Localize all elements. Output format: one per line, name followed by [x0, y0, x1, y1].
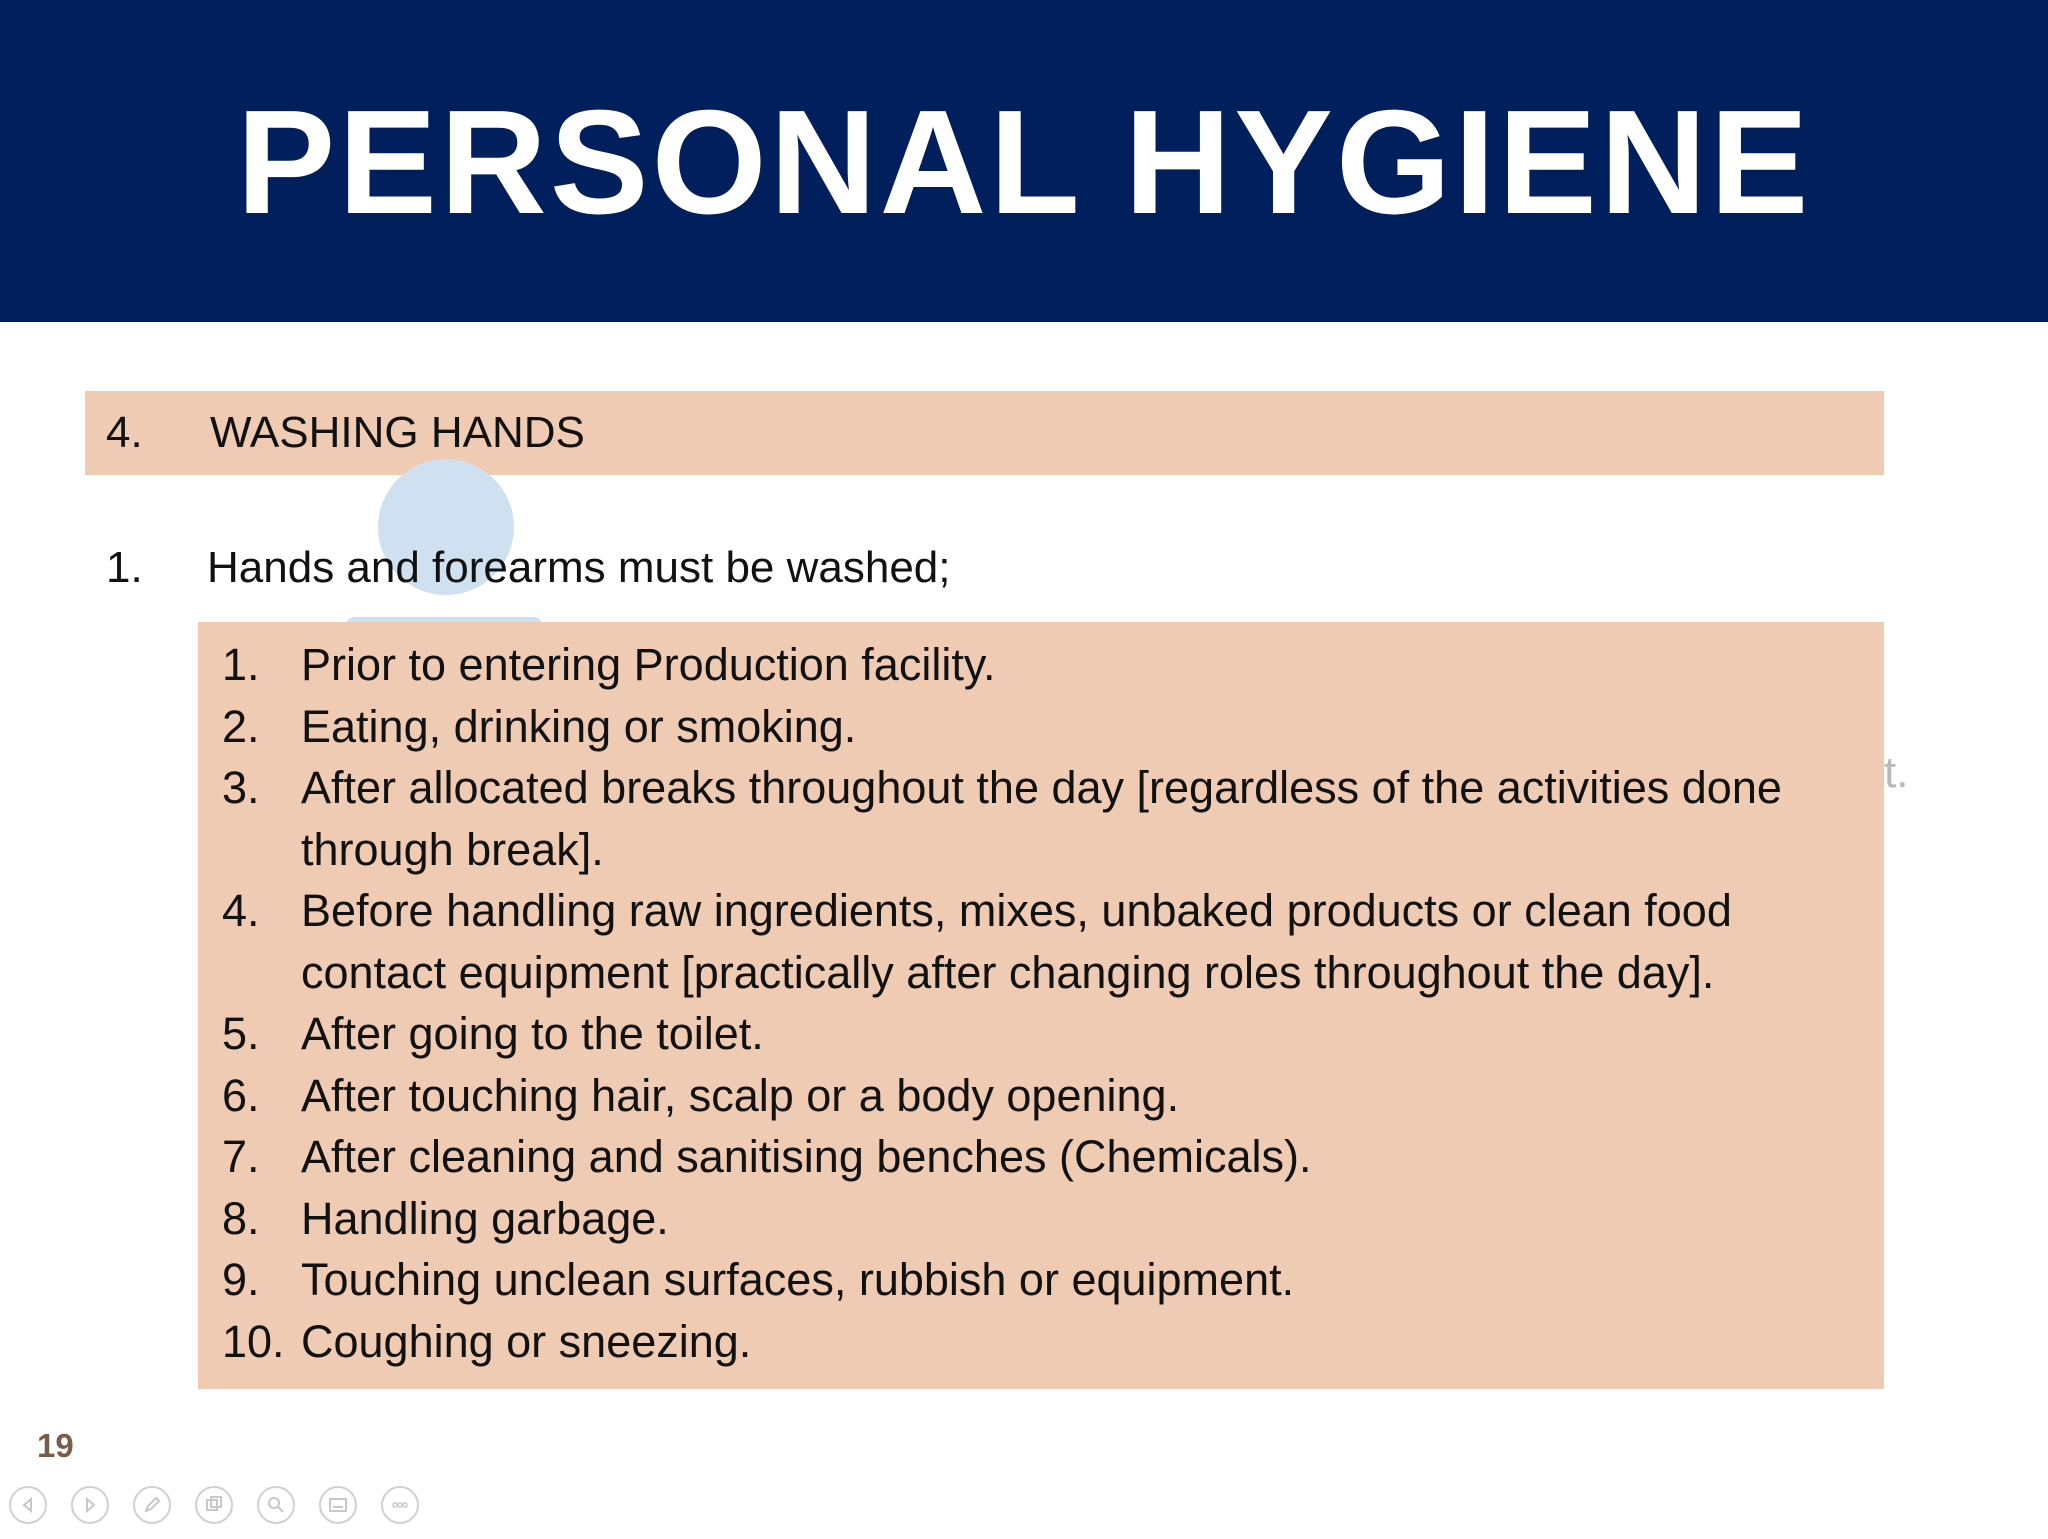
list-item-text: After going to the toilet.: [301, 1008, 764, 1059]
chevron-left-icon: [17, 1494, 39, 1516]
list-item-number: 7.: [222, 1131, 260, 1182]
hand-washing-list: [222, 634, 1862, 1372]
list-item: [222, 1003, 1862, 1065]
list-item: [222, 1311, 1862, 1373]
next-slide-button[interactable]: [71, 1486, 109, 1524]
chevron-right-icon: [79, 1494, 101, 1516]
list-item-text: After touching hair, scalp or a body opening.: [301, 1069, 1180, 1121]
list-item-text: After allocated breaks throughout the day [regardless of the activities done through break].: [301, 762, 1782, 875]
previous-slide-button[interactable]: [9, 1486, 47, 1524]
list-item-number: 6.: [222, 1069, 260, 1121]
list-item-text: Touching unclean surfaces, rubbish or equipment.: [301, 1254, 1295, 1305]
ellipsis-icon: [389, 1494, 411, 1516]
list-item-number: 10.: [222, 1315, 285, 1367]
list-item-text: Eating, drinking or smoking.: [301, 700, 857, 752]
list-item: [222, 757, 1862, 880]
zoom-button[interactable]: [257, 1486, 295, 1524]
list-item-number: 3.: [222, 762, 260, 813]
pen-tool-button[interactable]: [133, 1486, 171, 1524]
list-item: [222, 1065, 1862, 1127]
list-item-number: 4.: [222, 885, 260, 936]
list-item: [222, 1188, 1862, 1250]
subtitles-icon: [327, 1494, 349, 1516]
slide-number: 19: [37, 1427, 74, 1464]
list-item-number: 9.: [222, 1254, 260, 1305]
list-item-text: After cleaning and sanitising benches (Chemicals).: [301, 1131, 1312, 1182]
obscured-text-fragment: t.: [1884, 748, 1909, 797]
list-item-text: Before handling raw ingredients, mixes, unbaked products or clean food contact equipment [practically after changing roles throughout the day].: [301, 885, 1732, 998]
slide-header: [0, 0, 2048, 322]
list-item: [222, 880, 1862, 1003]
slides-overview-button[interactable]: [195, 1486, 233, 1524]
list-item: [222, 634, 1862, 696]
slideshow-controls: [9, 1486, 419, 1524]
slides-icon: [203, 1494, 225, 1516]
section-heading: WASHING HANDS: [210, 408, 585, 457]
more-options-button[interactable]: [381, 1486, 419, 1524]
slide-title: PERSONAL HYGIENE: [236, 80, 1812, 245]
list-item-number: 5.: [222, 1008, 260, 1059]
list-item-number: 1.: [222, 639, 260, 690]
list-item: [222, 696, 1862, 758]
list-item-text: Coughing or sneezing.: [301, 1315, 752, 1367]
point-text: Hands and forearms must be washed;: [207, 543, 951, 592]
point-number: 1.: [106, 543, 143, 592]
list-item-text: Handling garbage.: [301, 1192, 669, 1244]
list-item: [222, 1126, 1862, 1188]
list-item: [222, 1249, 1862, 1311]
pen-icon: [141, 1494, 163, 1516]
list-item-text: Prior to entering Production facility.: [301, 639, 996, 690]
section-number: 4.: [106, 408, 143, 457]
subtitles-button[interactable]: [319, 1486, 357, 1524]
magnifier-icon: [265, 1494, 287, 1516]
list-item-number: 2.: [222, 700, 260, 752]
list-item-number: 8.: [222, 1192, 260, 1244]
